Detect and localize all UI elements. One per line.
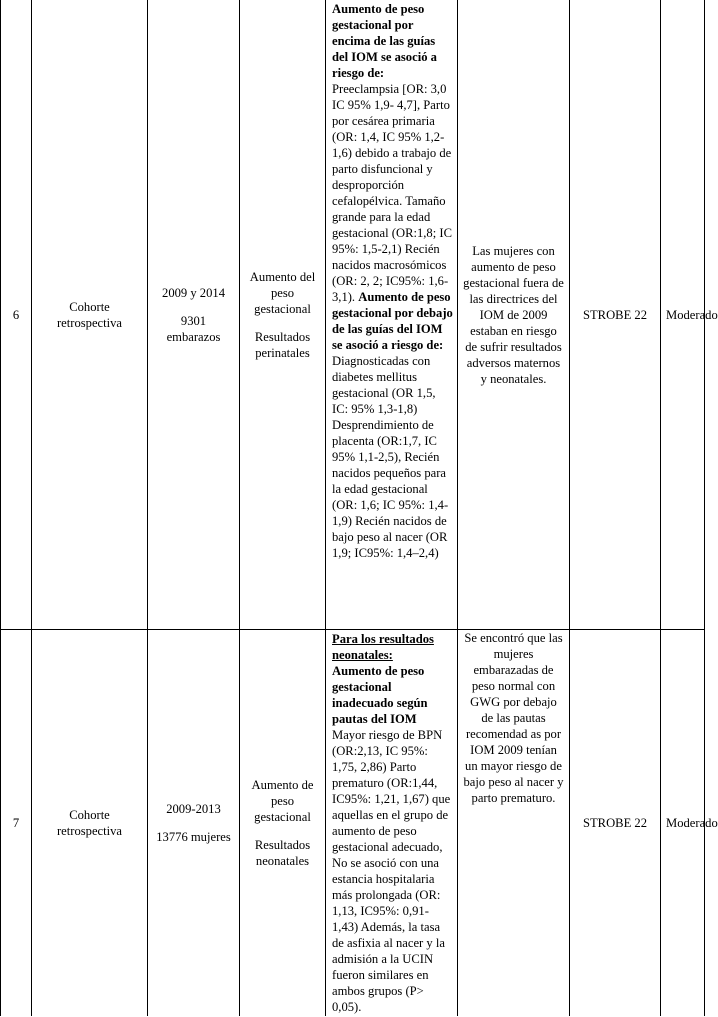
results-heading: Aumento de peso gestacional por debajo de las guías del IOM se asoció a riesgo de: <box>332 290 453 352</box>
study-results <box>326 0 458 630</box>
study-period: 2009-2013 <box>166 802 221 816</box>
table-row <box>1 630 705 1017</box>
study-conclusion: Se encontró que las mujeres embarazadas de peso normal con GWG por debajo de las pautas recomendad as por IOM 2009 tenían un mayor riesgo de bajo peso al nacer y parto prematuro. <box>458 630 570 1017</box>
study-number: 6 <box>1 0 32 630</box>
study-variables <box>240 0 326 630</box>
exposure: Aumento de peso gestacional <box>251 778 314 824</box>
study-variables <box>240 630 326 1017</box>
outcome: Resultados neonatales <box>254 838 311 868</box>
study-design: Cohorte retrospectiva <box>32 630 148 1017</box>
results-heading: Aumento de peso gestacional por encima de las guías del IOM se asoció a riesgo de: <box>332 2 437 80</box>
results-text: Preeclampsia [OR: 3,0 IC 95% 1,9- 4,7], Parto por cesárea primaria (OR: 1,4, IC 95% 1,2-1,6) debido a trabajo de parto disfuncional y desproporción cefalopélvica. Tamaño grande para la edad gestacional (OR:1,8; IC 95%: 1,5-2,1) Recién nacidos macrosómicos (OR: 2, 2; IC95%: 1,6-3,1). <box>332 82 452 304</box>
quality-tool: STROBE 22 <box>570 630 661 1017</box>
quality-level: Moderado <box>661 0 705 630</box>
study-sample: 13776 mujeres <box>156 830 231 844</box>
study-period-sample <box>148 0 240 630</box>
results-section-heading: Para los resultados neonatales: <box>332 632 434 662</box>
study-period: 2009 y 2014 <box>162 285 225 300</box>
results-heading: Aumento de peso gestacional inadecuado según pautas del IOM <box>332 664 428 726</box>
quality-tool: STROBE 22 <box>570 0 661 630</box>
study-number: 7 <box>1 630 32 1017</box>
results-text: Diagnosticadas con diabetes mellitus gestacional (OR 1,5, IC: 95% 1,3-1,8) Desprendimiento de placenta (OR:1,7, IC 95% 1,1-2,5), Recién nacidos pequeños para la edad gestacional (OR: 1,6; IC 95%: 1,4-1,9) Recién nacidos de bajo peso al nacer (OR 1,9; IC95%: 1,4–2,4) <box>332 354 449 560</box>
study-period-sample <box>148 630 240 1017</box>
study-conclusion: Las mujeres con aumento de peso gestacional fuera de las directrices del IOM de 2009 estaban en riesgo de sufrir resultados adversos maternos y neonatales. <box>458 0 570 630</box>
table-row <box>1 0 705 630</box>
exposure: Aumento del peso gestacional <box>249 269 316 316</box>
outcome: Resultados perinatales <box>254 329 311 360</box>
study-design: Cohorte retrospectiva <box>32 0 148 630</box>
study-sample: 9301 embarazos <box>166 313 221 344</box>
study-results <box>326 630 458 1017</box>
quality-level: Moderado <box>661 630 705 1017</box>
results-text: Mayor riesgo de BPN (OR:2,13, IC 95%: 1,75, 2,86) Parto prematuro (OR:1,44, IC95%: 1,21, 1,67) que aquellas en el grupo de aumento de peso gestacional adecuado, No se asoció con una estancia hospitalaria más prolongada (OR: 1,13, IC95%: 0,91-1,43) Además, la tasa de asfixia al nacer y la admisión a la UCIN fueron similares en ambos grupos (P> 0,05). <box>332 728 451 1014</box>
